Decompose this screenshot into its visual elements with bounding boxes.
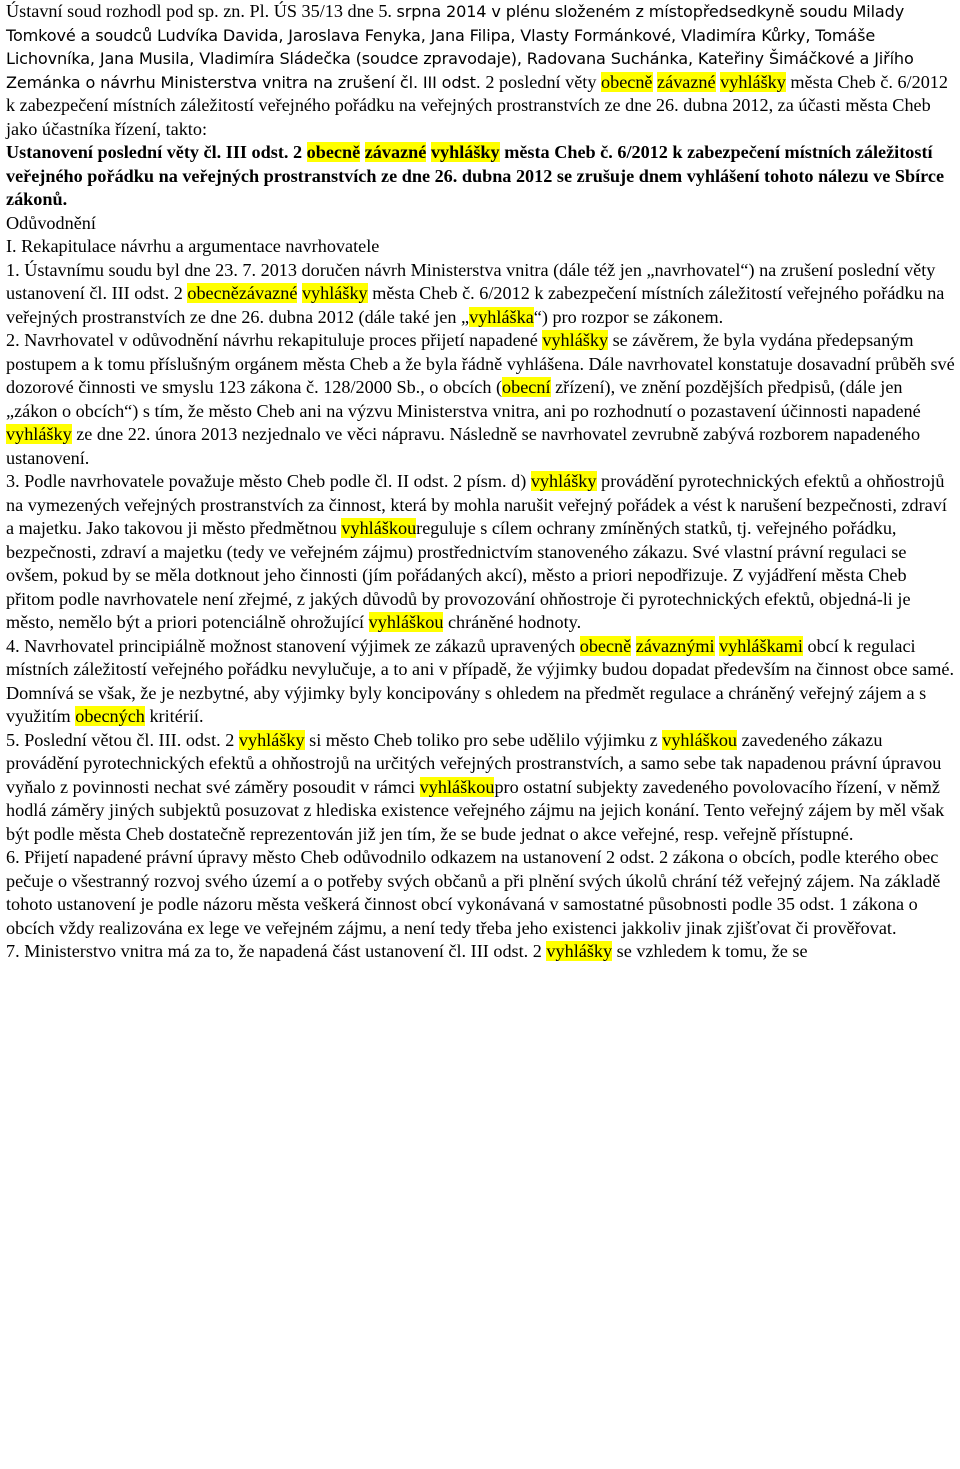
highlighted-term: závazné: [657, 71, 716, 92]
text-run: Ustanovení poslední věty čl. III odst. 2: [6, 142, 307, 162]
text-run: 2. Navrhovatel v odůvodnění návrhu rekapituluje proces přijetí napadené: [6, 330, 543, 350]
text-run: města Cheb č. 6/2012 k zabezpečení místních záležitostí veřejného pořádku na veřejných prostranstvích ze dne 26. dubna 2012, za účasti města Cheb jako účastníka řízení, takto:: [6, 71, 948, 139]
paragraph-5: [6, 729, 956, 847]
intro-paragraph: [6, 0, 956, 141]
paragraph-6: [6, 846, 956, 940]
highlighted-term: vyhláškou: [368, 612, 444, 632]
highlighted-term: vyhlášky: [301, 283, 368, 303]
text-run: obcí k regulaci místních záležitostí veřejného pořádku nevylučuje, a to ani v případě, že výjimky budou dopadat především na činnost obce samé. Domnívá se však, že je nezbytné, aby výjimky byly koncipovány s ohledem na předmět regulace a chráněný veřejný zájem a s využitím: [6, 635, 954, 726]
text-run: 3. Podle navrhovatele považuje město Cheb podle čl. II odst. 2 písm. d): [6, 471, 531, 491]
paragraph-1: [6, 259, 956, 330]
text-run: zřízení), ve znění pozdějších předpisů, (dále jen „zákon o obcích“) s tím, že město Cheb ani na výzvu Ministerstva vnitra, ani po rozhodnutí o pozastavení účinnosti napadené: [6, 377, 921, 421]
paragraph-4: [6, 635, 956, 729]
highlighted-term: vyhláškou: [341, 518, 417, 538]
text-run: Ústavní soud rozhodl pod sp. zn. Pl. ÚS 35/13 dne 5.: [6, 1, 397, 21]
text-run: města Cheb č. 6/2012 k zabezpečení místních záležitostí veřejného pořádku na veřejných prostranstvích ze dne 26. dubna 2012 (dále také jen „: [6, 283, 945, 327]
text-run: 7. Ministerstvo vnitra má za to, že napadená část ustanovení čl. III odst. 2: [6, 941, 547, 961]
highlighted-term: vyhlášky: [542, 330, 609, 350]
highlighted-term: vyhlášky: [238, 729, 305, 750]
highlighted-term: vyhláškami: [719, 635, 803, 656]
reasoning-paragraphs: [6, 259, 956, 964]
heading-oduvodneni: Odůvodnění: [6, 212, 96, 233]
text-run: se závěrem, že byla vydána předepsaným postupem a k tomu příslušným orgánem města Cheb a že byla řádně vyhlášena. Dále navrhovatel konstatuje dosavadní průběh své dozorové činnosti ve smyslu 123 zákona č. 128/2000 Sb., o obcích (: [6, 330, 955, 397]
text-run: reguluje s cílem ochrany zmíněných statků, tj. veřejného pořádku, bezpečnosti, zdraví a majetku (tedy ve veřejném zájmu) prostřednictvím stanoveného zákazu. Své vlastní právní regulaci se ovšem, pokud by se měla dotknout jeho činnosti (jím pořádaných akcí), město a priori nepodřizuje. Z vyjádření města Cheb přitom podle navrhovatele není zřejmé, z jakých důvodů by provozování ohňostroje či pyrotechnických efektů, objedná-li je město, nemělo být a priori potenciálně ohrožující: [6, 518, 911, 632]
text-run: srpna 2014 v plénu složeném z místopředsedkyně soudu Milady Tomkové a soudců Ludvíka Davida, Jaroslava Fenyka, Jana Filipa, Vlasty Formánkové, Vladimíra Kůrky, Tomáše Lichovníka, Jana Musila, Vladimíra Sládečka (soudce zpravodaje), Radovana Suchánka, Kateřiny Šimáčkové a Jiřího Zemánka o návrhu Ministerstva vnitra na zrušení čl. III odst.: [6, 2, 914, 92]
highlighted-term: obecně: [579, 635, 632, 656]
highlighted-term: vyhláška: [469, 306, 534, 327]
highlighted-term: závaznými: [635, 635, 715, 656]
highlighted-term: vyhlášky: [6, 424, 72, 444]
text-run: 5. Poslední větou čl. III. odst. 2: [6, 729, 239, 750]
highlighted-term: závazné: [364, 142, 427, 162]
text-run: 2 odst. 2 zákona o obcích, podle kterého obec pečuje o všestranný rozvoj svého území a o potřeby svých občanů a při plnění svých úkolů chrání též veřejný zájem. Na základě tohoto ustanovení je podle názoru města veškerá činnost obcí vykonávaná v samostatné působnosti podle 35 odst. 1 zákona o obcích vždy realizována ex lege ve veřejném zájmu, a není tedy třeba jeho existenci jakkoliv jinak zjišťovat či prověřovat.: [6, 847, 941, 938]
highlighted-term: vyhlášky: [546, 941, 613, 961]
highlighted-term: obecně: [306, 142, 361, 162]
highlighted-term: obecní: [502, 377, 551, 397]
paragraph-2: [6, 329, 956, 470]
document: [6, 0, 956, 964]
text-run: pro ostatní subjekty zavedeného povolovacího řízení, v němž hodlá záměry jiných subjektů posuzovat z hlediska existence veřejného zájmu na jejich konání. Tento veřejný zájem by měl však být podle města Cheb dostatečně reprezentován již jen tím, že se bude jednat o akce veřejné, resp. veřejně přístupné.: [6, 776, 945, 844]
text-run: kritérií.: [144, 706, 204, 726]
text-run: 1. Ústavnímu soudu byl dne 23. 7. 2013 doručen návrh Ministerstva vnitra (dále též jen „navrhovatel“) na zrušení poslední věty ustanovení čl. III odst. 2: [6, 259, 936, 303]
highlighted-term: vyhláškou: [662, 729, 738, 750]
paragraph-7: [6, 940, 956, 964]
text-run: si město Cheb toliko pro sebe udělilo výjimku z: [304, 729, 663, 750]
paragraph-3: [6, 470, 956, 635]
text-run: chráněné hodnoty.: [443, 612, 582, 632]
highlighted-term: obecnězávazné: [187, 283, 298, 303]
text-run: provádění pyrotechnických efektů a ohňostrojů na vymezených veřejných prostranstvích za činnost, která by mohla narušit veřejný pořádek a vést k narušení bezpečnosti, zdraví a majetku. Jako takovou ji město předmětnou: [6, 471, 947, 538]
text-run: ze dne 22. února 2013 nezjednalo ve věci nápravu. Následně se navrhovatel zevrubně zabývá rozborem napadeného ustanovení.: [6, 424, 921, 468]
text-run: 6. Přijetí napadené právní úpravy město Cheb odůvodnilo odkazem na ustanovení: [6, 847, 607, 867]
text-run: 2 poslední věty: [480, 71, 601, 92]
text-run: “) pro rozpor se zákonem.: [533, 306, 724, 327]
heading-section-1: I. Rekapitulace návrhu a argumentace navrhovatele: [6, 236, 380, 256]
highlighted-term: vyhláškou: [419, 776, 495, 797]
text-run: zavedeného zákazu provádění pyrotechnických efektů a ohňostrojů na určitých veřejných prostranstvích, a samo sebe tak napadenou právní úpravou vyňalo z povinnosti nechat své záměry posoudit v rámci: [6, 729, 942, 797]
text-run: 4. Navrhovatel principiálně možnost stanovení výjimek ze zákazů upravených: [6, 635, 580, 656]
highlighted-term: vyhlášky: [430, 142, 500, 162]
text-run: se vzhledem k tomu, že se: [612, 941, 808, 961]
highlighted-term: obecně: [601, 71, 653, 92]
highlighted-term: vyhlášky: [720, 71, 786, 92]
highlighted-term: obecných: [75, 706, 145, 726]
text-run: města Cheb č. 6/2012 k zabezpečení místních záležitostí veřejného pořádku na veřejných prostranstvích ze dne 26. dubna 2012 se zrušuje dnem vyhlášení tohoto nálezu ve Sbírce zákonů.: [6, 142, 945, 209]
highlighted-term: vyhlášky: [530, 471, 597, 491]
verdict-paragraph: [6, 141, 956, 212]
